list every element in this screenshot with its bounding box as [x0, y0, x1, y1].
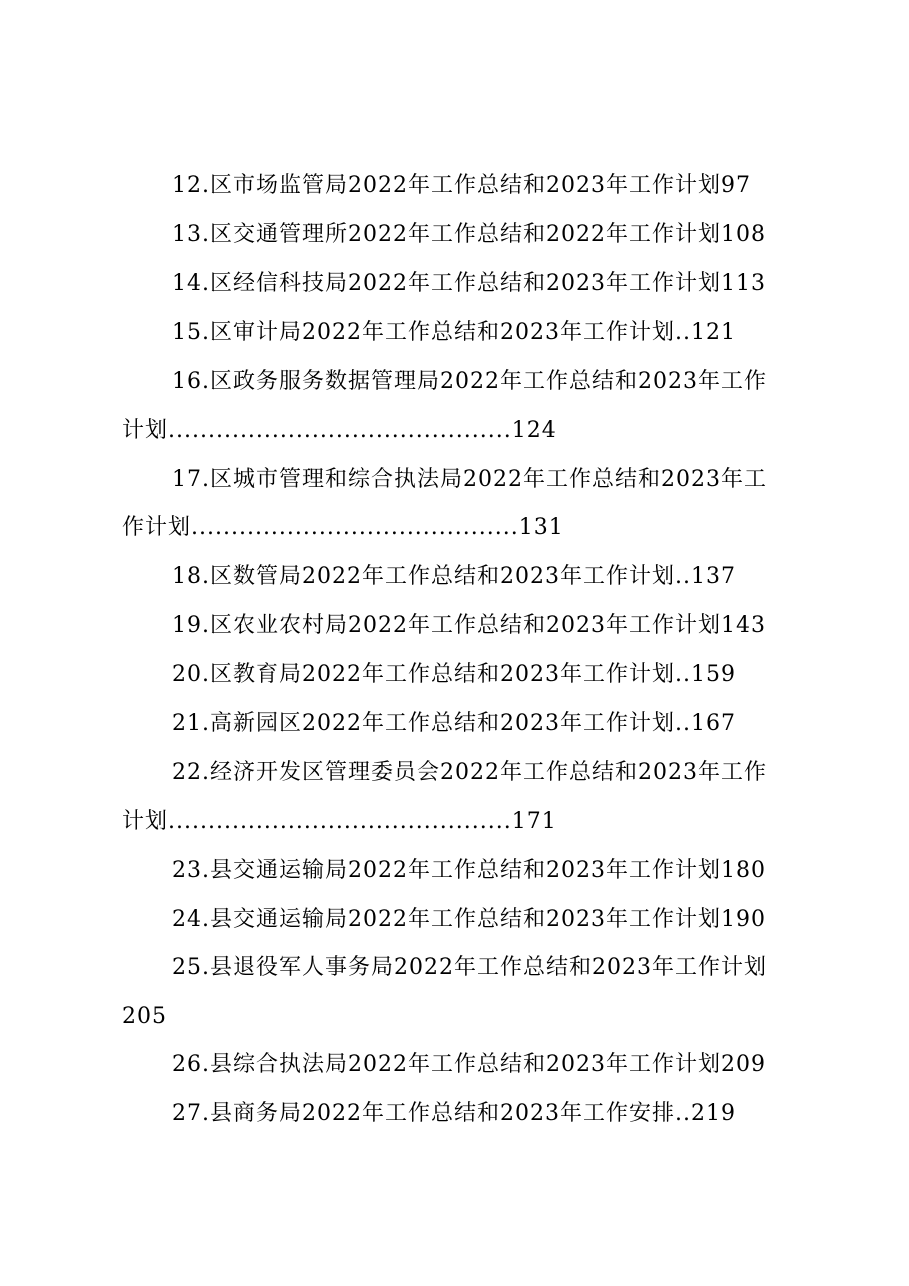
- toc-entry-22-continuation: 计划...........................................171: [122, 809, 557, 834]
- toc-entry-24: 24.县交通运输局2022年工作总结和2023年工作计划190: [172, 907, 766, 932]
- toc-entry-20: 20.区教育局2022年工作总结和2023年工作计划..159: [172, 662, 736, 687]
- toc-entry-21: 21.高新园区2022年工作总结和2023年工作计划..167: [172, 711, 736, 736]
- toc-entry-16: 16.区政务服务数据管理局2022年工作总结和2023年工作: [172, 369, 767, 394]
- toc-entry-12: 12.区市场监管局2022年工作总结和2023年工作计划97: [172, 173, 751, 198]
- toc-entry-27: 27.县商务局2022年工作总结和2023年工作安排..219: [172, 1101, 736, 1126]
- toc-entry-17: 17.区城市管理和综合执法局2022年工作总结和2023年工: [172, 467, 767, 492]
- toc-entry-15: 15.区审计局2022年工作总结和2023年工作计划..121: [172, 320, 736, 345]
- toc-entry-16-continuation: 计划...........................................124: [122, 418, 557, 443]
- toc-entry-26: 26.县综合执法局2022年工作总结和2023年工作计划209: [172, 1052, 766, 1077]
- toc-entry-17-continuation: 作计划.........................................131: [122, 515, 564, 540]
- toc-entry-22: 22.经济开发区管理委员会2022年工作总结和2023年工作: [172, 760, 767, 785]
- toc-entry-25-continuation: 205: [122, 1004, 167, 1029]
- toc-entry-19: 19.区农业农村局2022年工作总结和2023年工作计划143: [172, 613, 766, 638]
- toc-entry-25: 25.县退役军人事务局2022年工作总结和2023年工作计划: [172, 955, 767, 980]
- toc-entry-14: 14.区经信科技局2022年工作总结和2023年工作计划113: [172, 271, 766, 296]
- toc-entry-23: 23.县交通运输局2022年工作总结和2023年工作计划180: [172, 858, 766, 883]
- toc-entry-13: 13.区交通管理所2022年工作总结和2022年工作计划108: [172, 222, 766, 247]
- toc-entry-18: 18.区数管局2022年工作总结和2023年工作计划..137: [172, 564, 736, 589]
